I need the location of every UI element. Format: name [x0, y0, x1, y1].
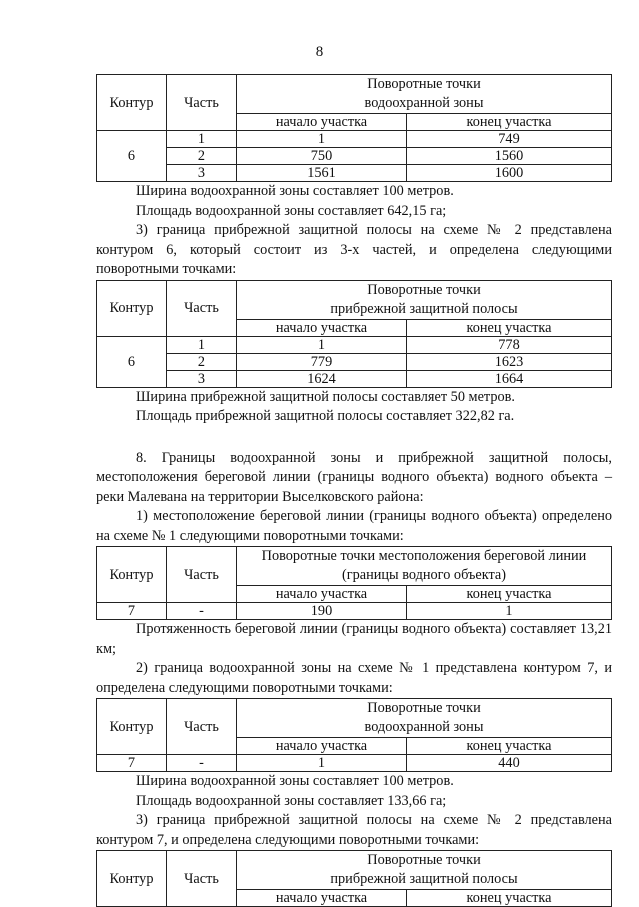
header-turning-points: Поворотные точки местоположения береговой линии (границы водного объекта)	[237, 547, 612, 586]
paragraph: Ширина водоохранной зоны составляет 100 метров.	[136, 773, 454, 789]
header-end: конец участка	[407, 319, 612, 336]
section-heading-paragraph: 8. Границы водоохранной зоны и прибрежной защитной полосы, местоположения береговой линии (границы водного объекта) водного объекта – реки Малевана на территории Выселковского района:	[96, 449, 612, 505]
paragraph: 2) граница водоохранной зоны на схеме № 1 представлена контуром 7, и определена следующими поворотными точками:	[96, 660, 612, 696]
header-part: Часть	[167, 280, 237, 336]
table-coastal-protection-strip-contour-6	[96, 280, 612, 388]
cell-contour: 6	[97, 131, 167, 182]
cell-part: 1	[167, 131, 237, 148]
cell-end: 749	[407, 131, 612, 148]
paragraph: Площадь прибрежной защитной полосы составляет 322,82 га.	[136, 408, 515, 424]
header-turning-points: Поворотные точки прибрежной защитной полосы	[237, 280, 612, 319]
header-start: начало участка	[237, 319, 407, 336]
header-end: конец участка	[407, 738, 612, 755]
cell-contour: 7	[97, 755, 167, 772]
table-water-protection-zone-contour-6	[96, 74, 612, 182]
page-number: 8	[315, 44, 324, 60]
header-contour: Контур	[97, 851, 167, 907]
cell-end: 778	[407, 336, 612, 353]
cell-start: 1	[237, 131, 407, 148]
header-part: Часть	[167, 547, 237, 603]
header-part: Часть	[167, 699, 237, 755]
header-contour: Контур	[97, 547, 167, 603]
cell-part: 3	[167, 165, 237, 182]
header-start: начало участка	[237, 114, 407, 131]
header-start: начало участка	[237, 586, 407, 603]
cell-start: 1	[237, 755, 407, 772]
paragraph: Площадь водоохранной зоны составляет 133,66 га;	[136, 792, 447, 809]
cell-contour: 7	[97, 603, 167, 620]
paragraph: Протяженность береговой линии (границы водного объекта) составляет 13,21 км;	[96, 621, 612, 657]
header-contour: Контур	[97, 280, 167, 336]
header-part: Часть	[167, 75, 237, 131]
paragraph: Ширина водоохранной зоны составляет 100 метров.	[136, 183, 454, 199]
header-contour: Контур	[97, 75, 167, 131]
cell-part: 2	[167, 148, 237, 165]
paragraph: 3) граница прибрежной защитной полосы на схеме № 2 представлена контуром 7, и определена следующими поворотными точками:	[96, 812, 612, 848]
cell-part: -	[167, 755, 237, 772]
paragraph: 3) граница прибрежной защитной полосы на схеме № 2 представлена контуром 6, который состоит из 3-х частей, и определена следующими поворотными точками:	[96, 222, 612, 277]
header-turning-points: Поворотные точки водоохранной зоны	[237, 75, 612, 114]
paragraph: 1) местоположение береговой линии (границы водного объекта) определено на схеме № 1 следующими поворотными точками:	[96, 508, 612, 544]
cell-start: 1624	[237, 370, 407, 387]
table-coastal-protection-strip-contour-7	[96, 850, 612, 907]
cell-start: 190	[237, 603, 407, 620]
header-part: Часть	[167, 851, 237, 907]
paragraph: Ширина прибрежной защитной полосы составляет 50 метров.	[136, 388, 515, 405]
cell-start: 1	[237, 336, 407, 353]
header-start: начало участка	[237, 890, 407, 907]
header-end: конец участка	[407, 114, 612, 131]
document-body	[96, 74, 612, 907]
cell-end: 1	[407, 603, 612, 620]
cell-end: 1600	[407, 165, 612, 182]
cell-part: 2	[167, 353, 237, 370]
cell-end: 1560	[407, 148, 612, 165]
cell-end: 1623	[407, 353, 612, 370]
cell-part: 1	[167, 336, 237, 353]
cell-end: 1664	[407, 370, 612, 387]
header-contour: Контур	[97, 699, 167, 755]
cell-start: 1561	[237, 165, 407, 182]
header-turning-points: Поворотные точки водоохранной зоны	[237, 699, 612, 738]
cell-part: -	[167, 603, 237, 620]
cell-start: 750	[237, 148, 407, 165]
header-turning-points: Поворотные точки прибрежной защитной полосы	[237, 851, 612, 890]
header-end: конец участка	[407, 586, 612, 603]
paragraph: Площадь водоохранной зоны составляет 642,15 га;	[136, 202, 447, 219]
cell-start: 779	[237, 353, 407, 370]
cell-part: 3	[167, 370, 237, 387]
header-start: начало участка	[237, 738, 407, 755]
header-end: конец участка	[407, 890, 612, 907]
table-shoreline-contour-7	[96, 546, 612, 620]
table-water-protection-zone-contour-7	[96, 698, 612, 772]
cell-end: 440	[407, 755, 612, 772]
cell-contour: 6	[97, 336, 167, 387]
